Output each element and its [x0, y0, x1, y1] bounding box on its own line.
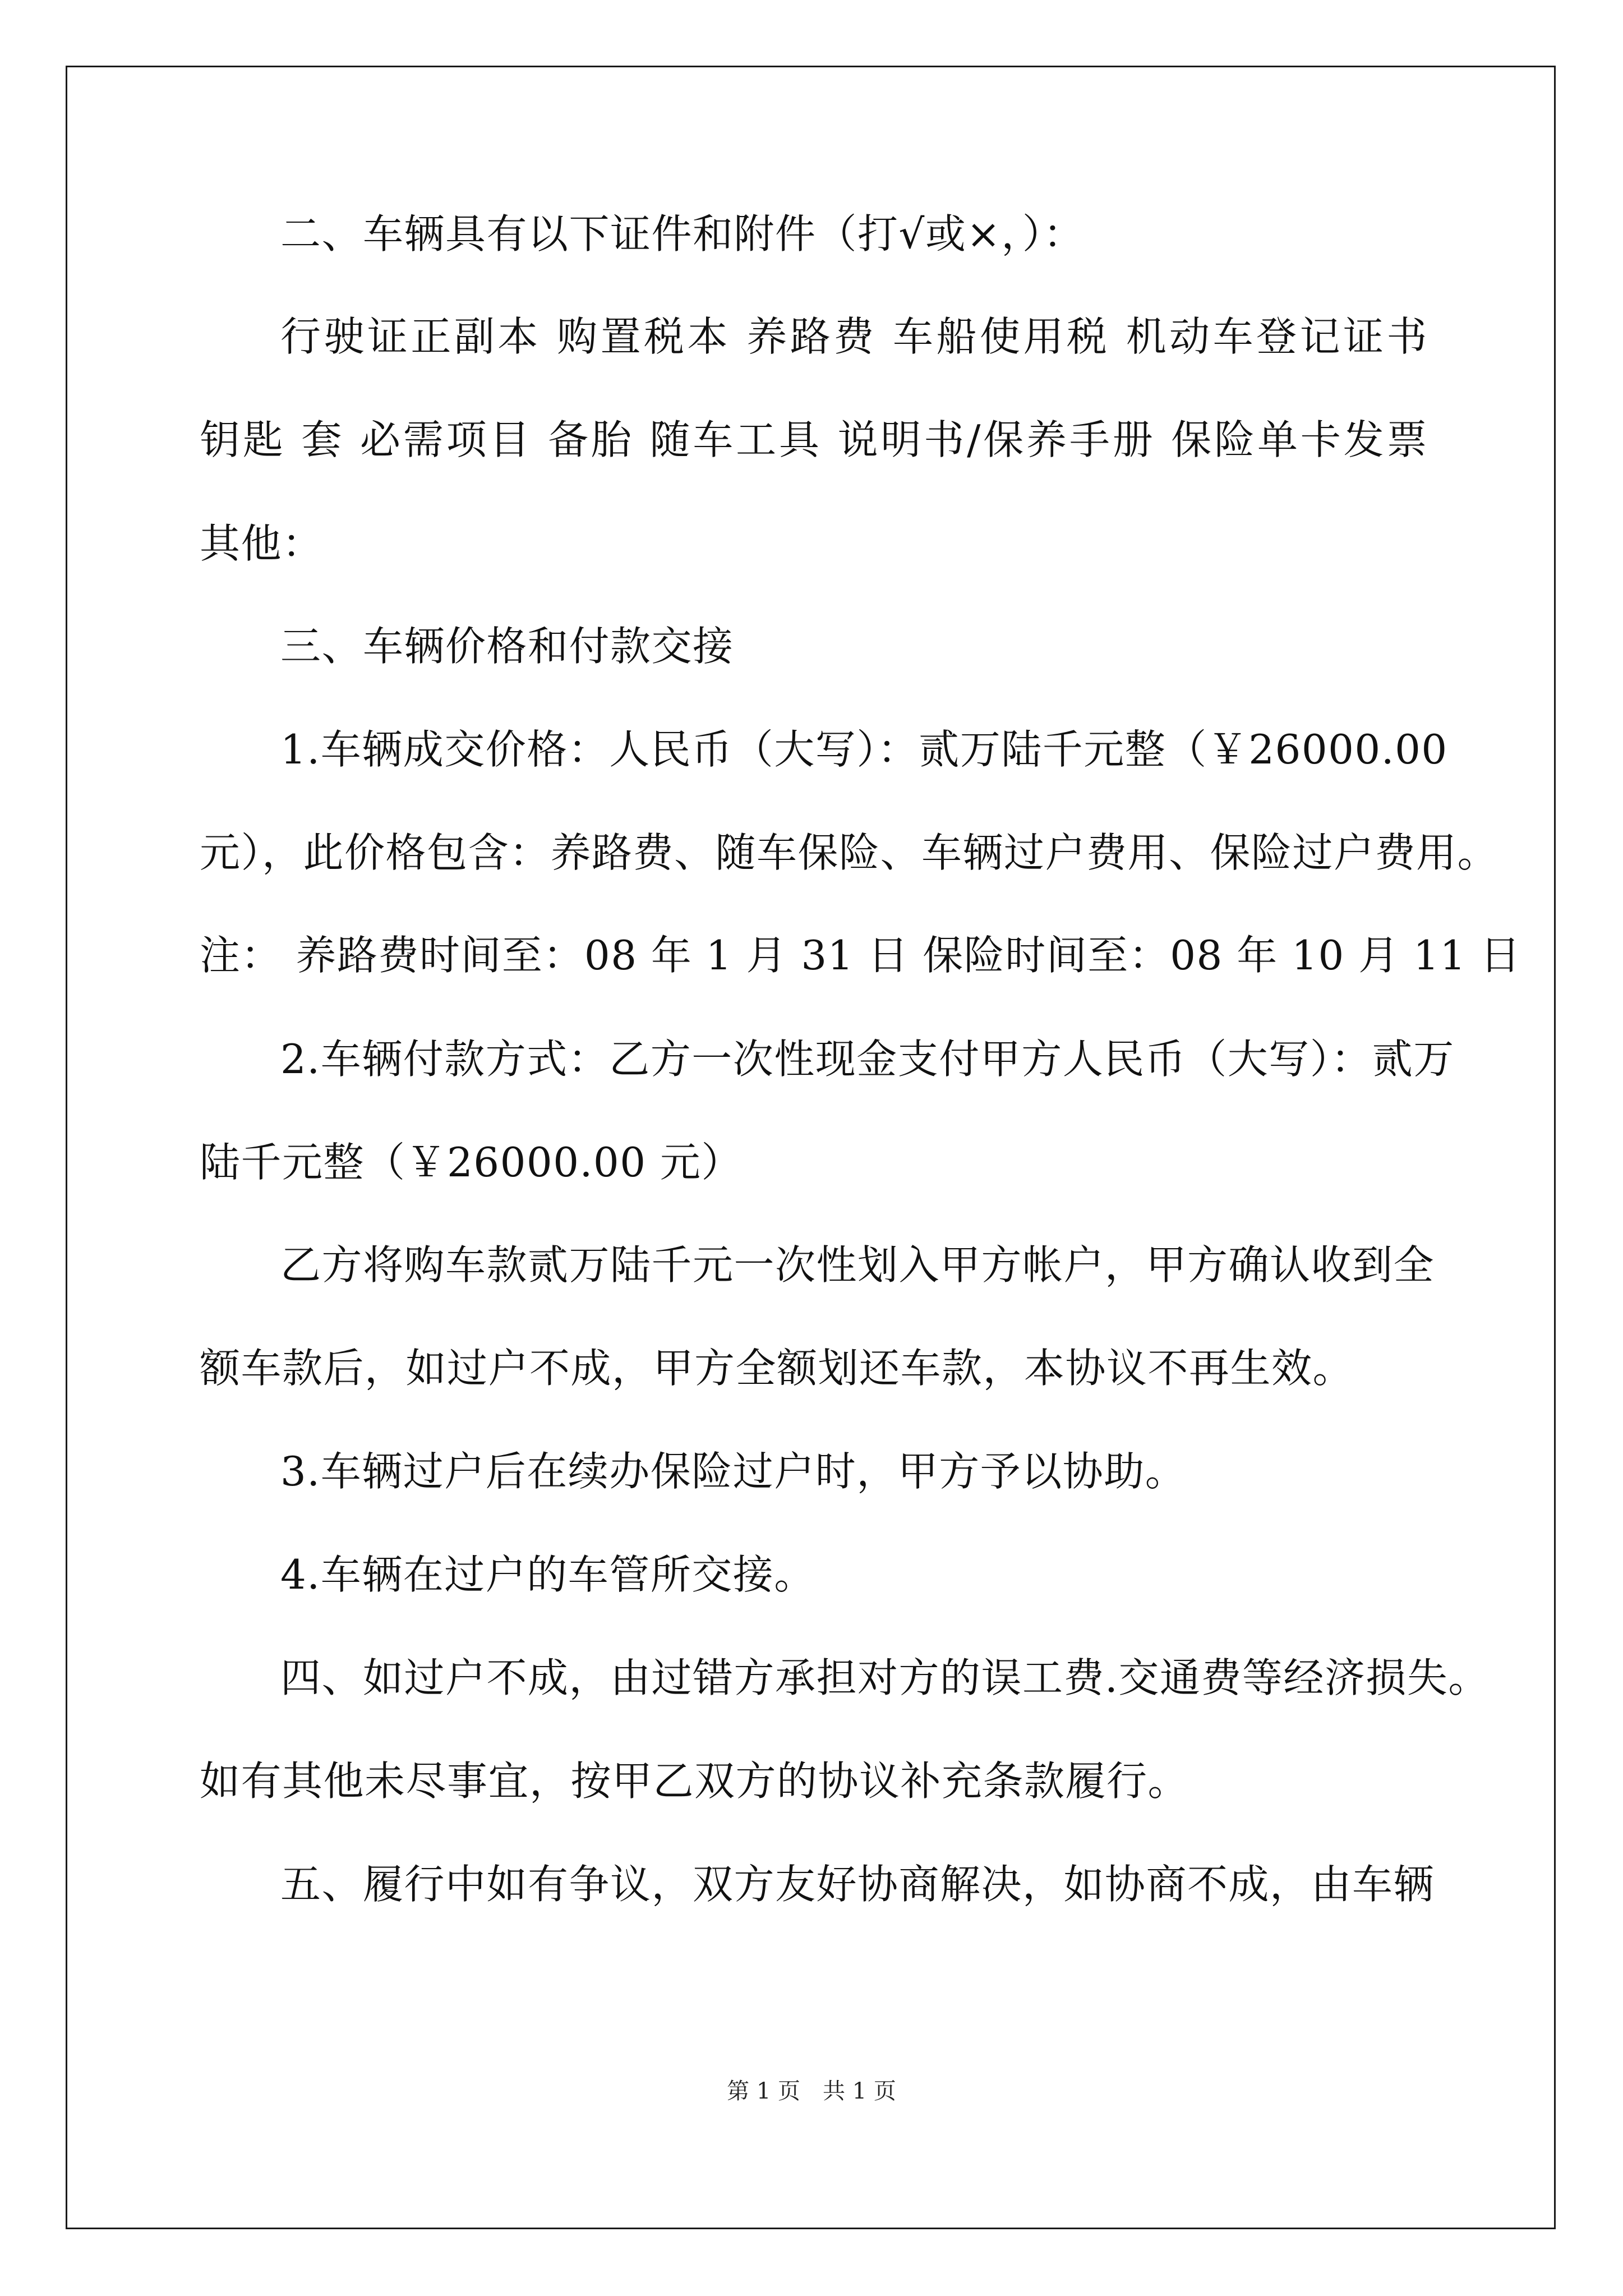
note-line: 注： 养路费时间至：08 年 1 月 31 日 保险时间至：08 年 10 月 11 日	[200, 932, 1521, 979]
section-4-line-1: 四、如过户不成，由过错方承担对方的误工费.交通费等经济损失。	[280, 1654, 1490, 1701]
document-list-line-1: 行驶证正副本 购置税本 养路费 车船使用税 机动车登记证书	[280, 313, 1428, 360]
section-2-heading: 二、车辆具有以下证件和附件（打√或×，）：	[280, 210, 1085, 257]
price-line-2: 元），此价格包含：养路费、随车保险、车辆过户费用、保险过户费用。	[200, 829, 1499, 876]
page-number-footer: 第 1 页 共 1 页	[727, 2078, 896, 2104]
transfer-line-2: 额车款后，如过户不成，甲方全额划还车款，本协议不再生效。	[200, 1345, 1354, 1392]
section-3-heading: 三、车辆价格和付款交接	[280, 623, 734, 670]
document-other-line: 其他：	[200, 520, 324, 567]
price-line-1: 1.车辆成交价格：人民币（大写）：贰万陆千元整（￥26000.00	[280, 726, 1448, 773]
document-list-line-2: 钥匙 套 必需项目 备胎 随车工具 说明书/保养手册 保险单卡发票	[200, 416, 1428, 463]
item-3-line: 3.车辆过户后在续办保险过户时，甲方予以协助。	[280, 1448, 1187, 1495]
transfer-line-1: 乙方将购车款贰万陆千元一次性划入甲方帐户，甲方确认收到全	[280, 1241, 1435, 1289]
item-4-line: 4.车辆在过户的车管所交接。	[280, 1551, 815, 1598]
payment-line-2: 陆千元整（￥26000.00 元）	[200, 1139, 743, 1186]
section-4-line-2: 如有其他未尽事宜，按甲乙双方的协议补充条款履行。	[200, 1757, 1189, 1805]
section-5-line-1: 五、履行中如有争议，双方友好协商解决，如协商不成，由车辆	[280, 1861, 1435, 1908]
payment-line-1: 2.车辆付款方式：乙方一次性现金支付甲方人民币（大写）：贰万	[280, 1036, 1455, 1083]
